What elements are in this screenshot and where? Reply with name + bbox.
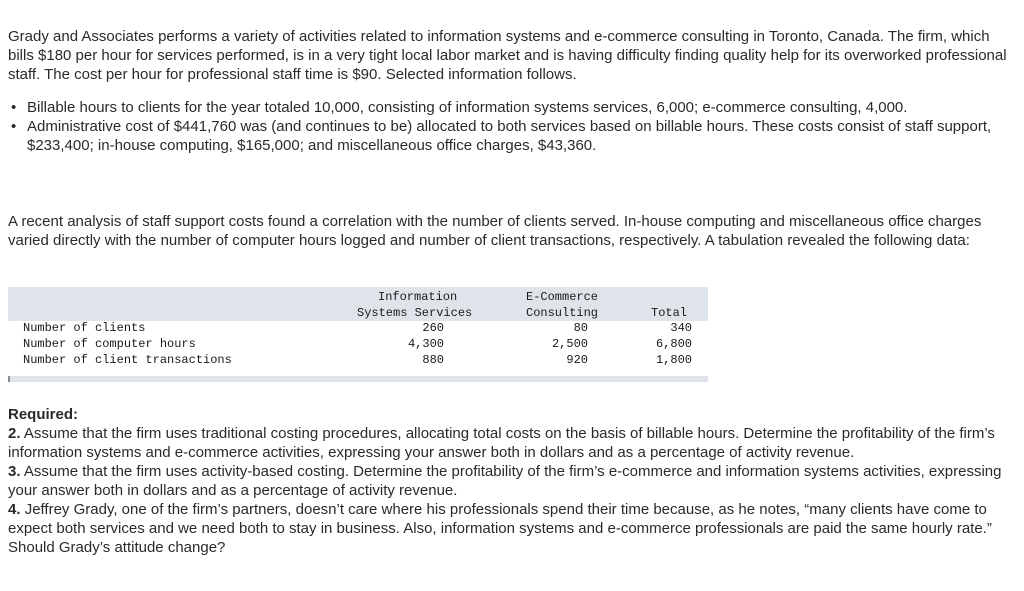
- bullet-icon: •: [11, 99, 17, 116]
- required-item-number: 4.: [8, 501, 21, 518]
- cell-clients-info: 260: [422, 321, 444, 335]
- column-header-info-systems-sub: Systems Services: [357, 306, 473, 320]
- list-item-text: Billable hours to clients for the year totaled 10,000, consisting of information systems services, 6,000; e-commerce consulting, 4,000.: [27, 99, 908, 116]
- cell-transactions-info: 880: [422, 353, 444, 367]
- facts-list: [8, 98, 1008, 155]
- row-label-clients: Number of clients: [23, 321, 146, 335]
- required-item-text: Assume that the firm uses activity-based costing. Determine the profitability of the firm’s e-commerce and information systems activities, expressing your answer both in dollars and as a percentage of activity revenue.: [8, 463, 1002, 499]
- list-item-text: Administrative cost of $441,760 was (and continues to be) allocated to both services based on billable hours. These costs consist of staff support, $233,400; in-house computing, $165,000; and miscellaneous office charges, $43,360.: [27, 118, 992, 154]
- column-header-ecommerce-sub: Consulting: [526, 306, 599, 320]
- required-item: [8, 500, 1008, 557]
- required-item-number: 2.: [8, 425, 21, 442]
- analysis-paragraph: A recent analysis of staff support costs found a correlation with the number of clients served. In-house computing and miscellaneous office charges varied directly with the number of computer hours logged and number of client transactions, respectively. A tabulation revealed the following data:: [8, 213, 982, 249]
- column-header-total: Total: [651, 306, 688, 320]
- required-item-text: Jeffrey Grady, one of the firm’s partners, doesn’t care where his professionals spend their time because, as he notes, “many clients have come to expect both services and we need both to stay in business. Also, information systems and e-commerce professionals are paid the same hourly rate.” Should Grady’s attitude change?: [8, 501, 992, 556]
- table-footer-band: [8, 376, 708, 382]
- required-item-text: Assume that the firm uses traditional costing procedures, allocating total costs on the basis of billable hours. Determine the profitability of the firm’s information systems and e-commerce activities, expressing your answer both in dollars and as a percentage of activity revenue.: [8, 425, 995, 461]
- required-item: [8, 462, 1008, 500]
- column-header-info-systems: Information: [378, 290, 458, 304]
- cell-clients-ecommerce: 80: [573, 321, 588, 335]
- intro-paragraph: Grady and Associates performs a variety of activities related to information systems and e-commerce consulting in Toronto, Canada. The firm, which bills $180 per hour for services performed, is in a very tight local labor market and is having difficulty finding quality help for its overworked professional staff. The cost per hour for professional staff time is $90. Selected information follows.: [8, 28, 1007, 83]
- list-item: [8, 98, 1008, 117]
- cell-hours-info: 4,300: [407, 337, 444, 351]
- data-table: [8, 287, 708, 382]
- column-header-ecommerce: E-Commerce: [526, 290, 599, 304]
- row-label-computer-hours: Number of computer hours: [23, 337, 196, 351]
- required-heading: Required:: [8, 406, 79, 423]
- bullet-icon: •: [11, 118, 17, 135]
- required-item: [8, 424, 1008, 462]
- cell-transactions-ecommerce: 920: [566, 353, 588, 367]
- cell-clients-total: 340: [670, 321, 692, 335]
- required-item-number: 3.: [8, 463, 21, 480]
- list-item: [8, 117, 1008, 155]
- cell-hours-ecommerce: 2,500: [551, 337, 588, 351]
- table-divider: [8, 376, 10, 382]
- cell-transactions-total: 1,800: [655, 353, 692, 367]
- cell-hours-total: 6,800: [655, 337, 692, 351]
- required-section: [8, 405, 1008, 557]
- row-label-client-transactions: Number of client transactions: [23, 353, 232, 367]
